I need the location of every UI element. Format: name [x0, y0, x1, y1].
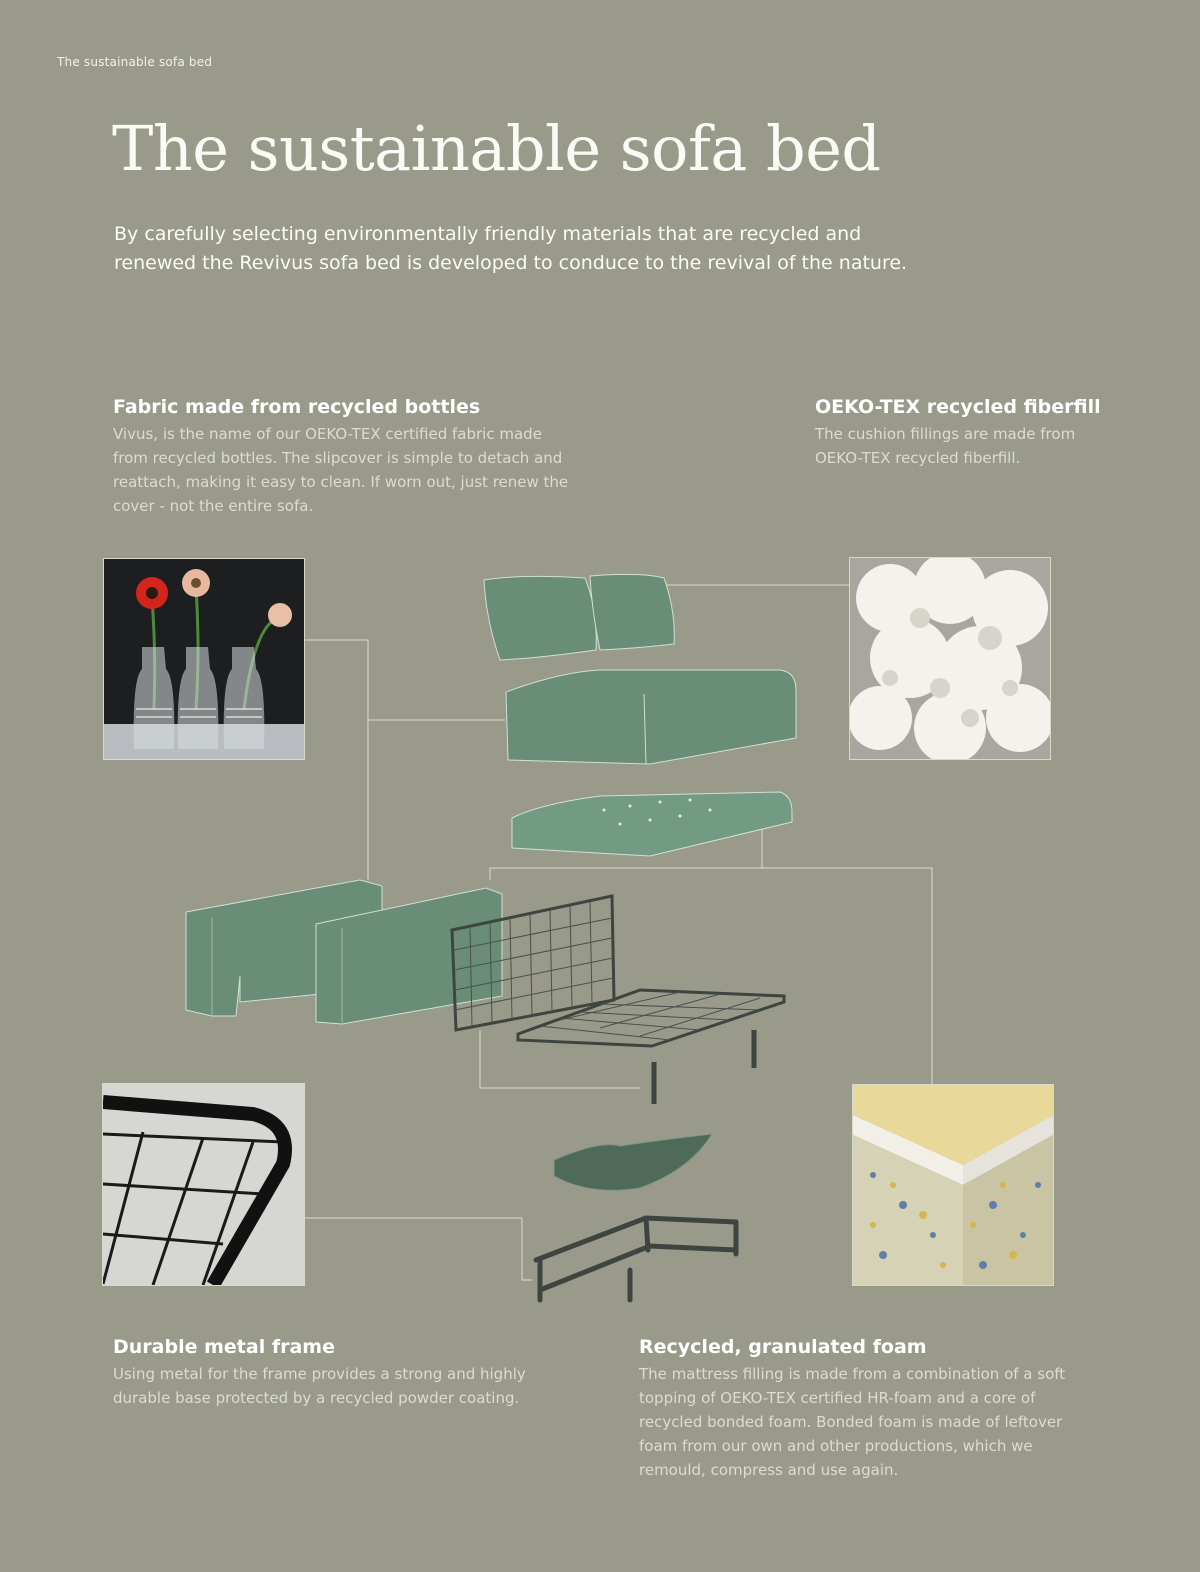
- under-shell: [554, 1134, 712, 1190]
- recycled-bottles-photo: [103, 558, 305, 760]
- feature-frame-heading: Durable metal frame: [113, 1336, 335, 1358]
- feature-fiberfill-body: The cushion fillings are made from OEKO-TEX recycled fiberfill.: [815, 425, 1076, 467]
- page-title: The sustainable sofa bed: [112, 112, 881, 185]
- base-frame: [536, 1218, 736, 1300]
- seat-frame: [518, 990, 784, 1104]
- intro-text: By carefully selecting environmentally friendly materials that are recycled and renewed the Revivus sofa bed is developed to conduce to the revival of the nature.: [114, 223, 908, 274]
- bonded-foam-photo: [852, 1084, 1054, 1286]
- fiberfill-photo: [849, 557, 1051, 760]
- mattress: [512, 792, 792, 856]
- feature-fabric-body: Vivus, is the name of our OEKO-TEX certified fabric made from recycled bottles. The slipcover is simple to detach and reattach, making it easy to clean. If worn out, just renew the cover - not the entire sofa.: [113, 425, 569, 515]
- feature-frame: [113, 1336, 563, 1410]
- back-cushions: [484, 574, 674, 660]
- header-label: The sustainable sofa bed: [57, 55, 213, 69]
- seat-cushion: [506, 670, 796, 764]
- feature-fiberfill-heading: OEKO-TEX recycled fiberfill: [815, 396, 1101, 418]
- feature-foam: [639, 1336, 1099, 1482]
- feature-fiberfill: [815, 396, 1115, 470]
- feature-fabric-heading: Fabric made from recycled bottles: [113, 396, 481, 418]
- feature-foam-body: The mattress filling is made from a combination of a soft topping of OEKO-TEX certified HR-foam and a core of recycled bonded foam. Bonded foam is made of leftover foam from our own and other productions, which we remould, compress and use again.: [639, 1365, 1066, 1479]
- metal-frame-photo: [102, 1083, 305, 1286]
- feature-foam-heading: Recycled, granulated foam: [639, 1336, 927, 1358]
- feature-fabric: [113, 396, 573, 518]
- feature-frame-body: Using metal for the frame provides a strong and highly durable base protected by a recycled powder coating.: [113, 1365, 526, 1407]
